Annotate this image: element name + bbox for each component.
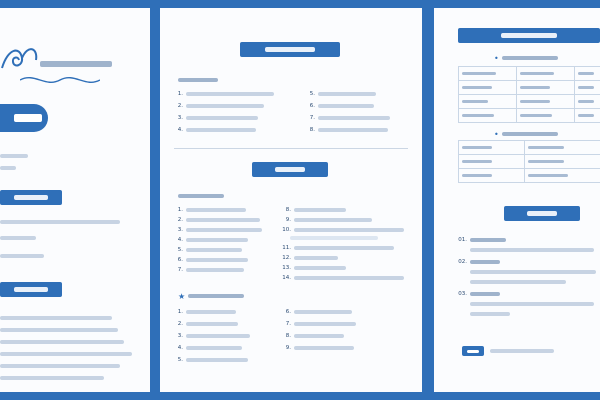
service-table-1: [458, 66, 600, 123]
list-item: 6.: [282, 308, 352, 316]
list-item: 4.: [174, 344, 242, 352]
list-item: 1.: [174, 90, 274, 98]
extra-heading-2: 02.: [458, 258, 500, 266]
list-item: 2.: [174, 102, 264, 110]
divider: [174, 148, 408, 149]
list-item: 9.: [282, 216, 372, 224]
extra-line: [470, 268, 596, 276]
list-item: 4.: [174, 126, 256, 134]
table-heading-1: [494, 54, 558, 62]
star-icon: ★: [178, 291, 186, 301]
section-banner-top: [458, 28, 600, 43]
p1-line: [0, 234, 36, 242]
list-item: 3.: [174, 114, 258, 122]
intro-line-2: [0, 164, 16, 172]
extra-heading-1: 01.: [458, 236, 506, 244]
list-item: 1.: [174, 206, 246, 214]
table-row: [459, 95, 600, 109]
p1-line: [0, 252, 44, 260]
brochure-panel-left: [0, 8, 150, 392]
list-item: 7.: [282, 320, 356, 328]
table-heading-2: [494, 130, 558, 138]
list-item: 9.: [282, 344, 354, 352]
subheading-special: [178, 292, 244, 300]
subheading-mother: [178, 76, 218, 84]
section-banner-extra: [504, 206, 580, 221]
dot-icon: •: [494, 53, 499, 63]
p1-line: [0, 218, 120, 226]
list-item: 14.: [282, 274, 404, 282]
list-item: 5.: [306, 90, 376, 98]
note-text: [490, 347, 554, 355]
extra-heading-3: 03.: [458, 290, 500, 298]
dot-icon: •: [494, 129, 499, 139]
list-item: 11.: [282, 244, 394, 252]
extra-line: [470, 246, 594, 254]
table-row: [459, 67, 600, 81]
list-item: 7.: [174, 266, 244, 274]
list-item: [290, 234, 378, 242]
table-row: [459, 109, 600, 123]
section-banner-1: [0, 190, 62, 205]
list-item: 8.: [282, 206, 346, 214]
list-item: 10.: [282, 226, 404, 234]
list-item: 1.: [174, 308, 236, 316]
section-banner-mother: [240, 42, 340, 57]
brochure-title: [40, 60, 112, 68]
brochure-panel-middle: [160, 8, 422, 392]
ornament-divider-icon: [20, 72, 100, 88]
list-item: 13.: [282, 264, 346, 272]
p1-line: [0, 350, 132, 358]
price-badge: [0, 104, 48, 132]
list-item: 6.: [174, 256, 248, 264]
note-label: [462, 346, 484, 356]
list-item: 5.: [174, 246, 242, 254]
list-item: 7.: [306, 114, 390, 122]
list-item: 8.: [306, 126, 388, 134]
p1-line: [0, 314, 112, 322]
p1-line: [0, 362, 120, 370]
table-row: [459, 169, 600, 183]
table-row: [459, 81, 600, 95]
list-item: 3.: [174, 332, 250, 340]
list-item: 4.: [174, 236, 248, 244]
table-row: [459, 155, 600, 169]
extra-line: [470, 300, 594, 308]
section-banner-baby: [252, 162, 328, 177]
p1-line: [0, 338, 124, 346]
list-item: 12.: [282, 254, 338, 262]
section-banner-2: [0, 282, 62, 297]
list-item: 8.: [282, 332, 344, 340]
list-item: 6.: [306, 102, 374, 110]
list-item: 5.: [174, 356, 248, 364]
intro-line-1: [0, 152, 28, 160]
brochure-panel-right: [434, 8, 600, 392]
list-item: 2.: [174, 320, 238, 328]
p1-line: [0, 374, 104, 382]
extra-line: [470, 310, 510, 318]
service-table-2: [458, 140, 600, 183]
list-item: 2.: [174, 216, 260, 224]
table-row: [459, 141, 600, 155]
list-item: 3.: [174, 226, 262, 234]
subheading-baby: [178, 192, 224, 200]
p1-line: [0, 326, 118, 334]
extra-line: [470, 278, 566, 286]
